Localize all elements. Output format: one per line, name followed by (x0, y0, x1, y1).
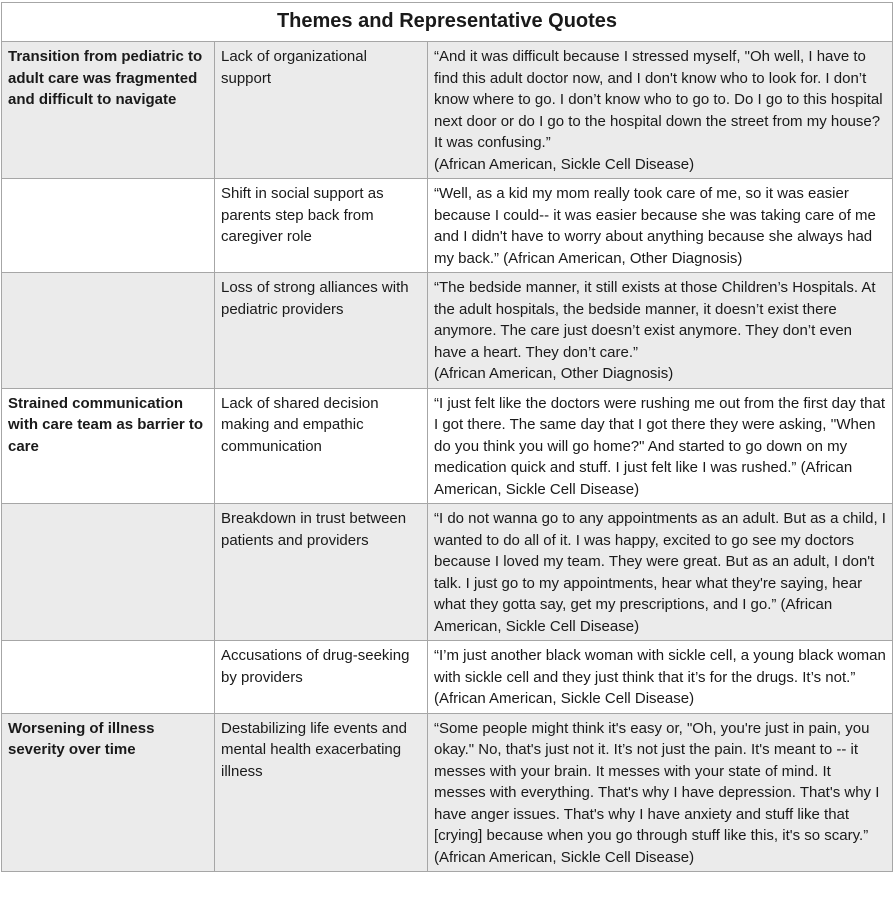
theme-cell (2, 179, 215, 273)
title-row (2, 3, 893, 42)
table-row (2, 179, 893, 273)
subtheme-cell: Breakdown in trust between patients and providers (215, 504, 428, 641)
table-row (2, 273, 893, 389)
themes-table (1, 2, 893, 872)
subtheme-cell: Destabilizing life events and mental health exacerbating illness (215, 713, 428, 872)
quote-text: “Well, as a kid my mom really took care of me, so it was easier because I could-- it was easier because she was taking care of me and I didn't have to worry about anything because she always had my back.” (African American, Other Diagnosis) (434, 185, 876, 267)
quote-text: “I do not wanna go to any appointments as an adult. But as a child, I wanted to do all of it. I was happy, excited to go see my doctors because I loved my team. They were great. But as an adult, I don't talk. I just go to my appointments, hear what they're saying, hear what they gotta say, get my prescriptions, and I go.” (African American, Sickle Cell Disease) (434, 510, 886, 635)
subtheme-cell: Lack of organizational support (215, 42, 428, 179)
subtheme-cell: Lack of shared decision making and empathic communication (215, 388, 428, 504)
table-row (2, 641, 893, 714)
subtheme-cell: Accusations of drug-seeking by providers (215, 641, 428, 714)
quote-text: “I just felt like the doctors were rushing me out from the first day that I got there. The same day that I got there they were asking, ''When do you think you will go home?" And started to go down on my medication quick and stuff. I just felt like I was rushed.” (African American, Sickle Cell Disease) (434, 394, 886, 498)
quote-cell (428, 504, 893, 641)
quote-text: “The bedside manner, it still exists at those Children’s Hospitals. At the adult hospitals, the bedside manner, it doesn’t exist there anymore. The care just doesn’t exist anymore. They don’t even have a heart. They don’t care.” (434, 279, 876, 361)
quote-source: (African American, Other Diagnosis) (434, 365, 674, 382)
table-row (2, 713, 893, 872)
quote-cell (428, 713, 893, 872)
quote-text: “I’m just another black woman with sickle cell, a young black woman with sickle cell and they just think that it’s for the drugs. It’s not.” (African American, Sickle Cell Disease) (434, 647, 886, 707)
theme-cell: Strained communication with care team as barrier to care (2, 388, 215, 504)
theme-cell (2, 641, 215, 714)
quote-cell (428, 641, 893, 714)
quote-text: “Some people might think it's easy or, "Oh, you're just in pain, you okay." No, that's just not it. It’s not just the pain. It's meant to -- it messes with your brain. It messes with your state of mind. It messes with everything. That's why I have depression. That's why I have anger issues. That's why I have anxiety and stuff like that [crying] because when you go through stuff like this, it's so scary.” (African American, Sickle Cell Disease) (434, 719, 880, 866)
table-row (2, 42, 893, 179)
table-row (2, 504, 893, 641)
theme-cell (2, 504, 215, 641)
table-row (2, 388, 893, 504)
subtheme-cell: Loss of strong alliances with pediatric providers (215, 273, 428, 389)
theme-cell: Transition from pediatric to adult care was fragmented and difficult to navigate (2, 42, 215, 179)
quote-cell (428, 273, 893, 389)
theme-cell: Worsening of illness severity over time (2, 713, 215, 872)
table-title: Themes and Representative Quotes (2, 3, 893, 42)
theme-cell (2, 273, 215, 389)
quote-cell (428, 42, 893, 179)
subtheme-cell: Shift in social support as parents step back from caregiver role (215, 179, 428, 273)
quote-cell (428, 179, 893, 273)
quote-source: (African American, Sickle Cell Disease) (434, 155, 695, 173)
themes-table-container (1, 2, 892, 872)
quote-cell (428, 388, 893, 504)
quote-text: “And it was difficult because I stressed myself, "Oh well, I have to find this adult doctor now, and I don't know who to look for. I don’t know where to go. I don’t know who to go to. Do I go to this hospital next door or do I go to the hospital down the street from my house? It was confusing.” (434, 48, 883, 151)
